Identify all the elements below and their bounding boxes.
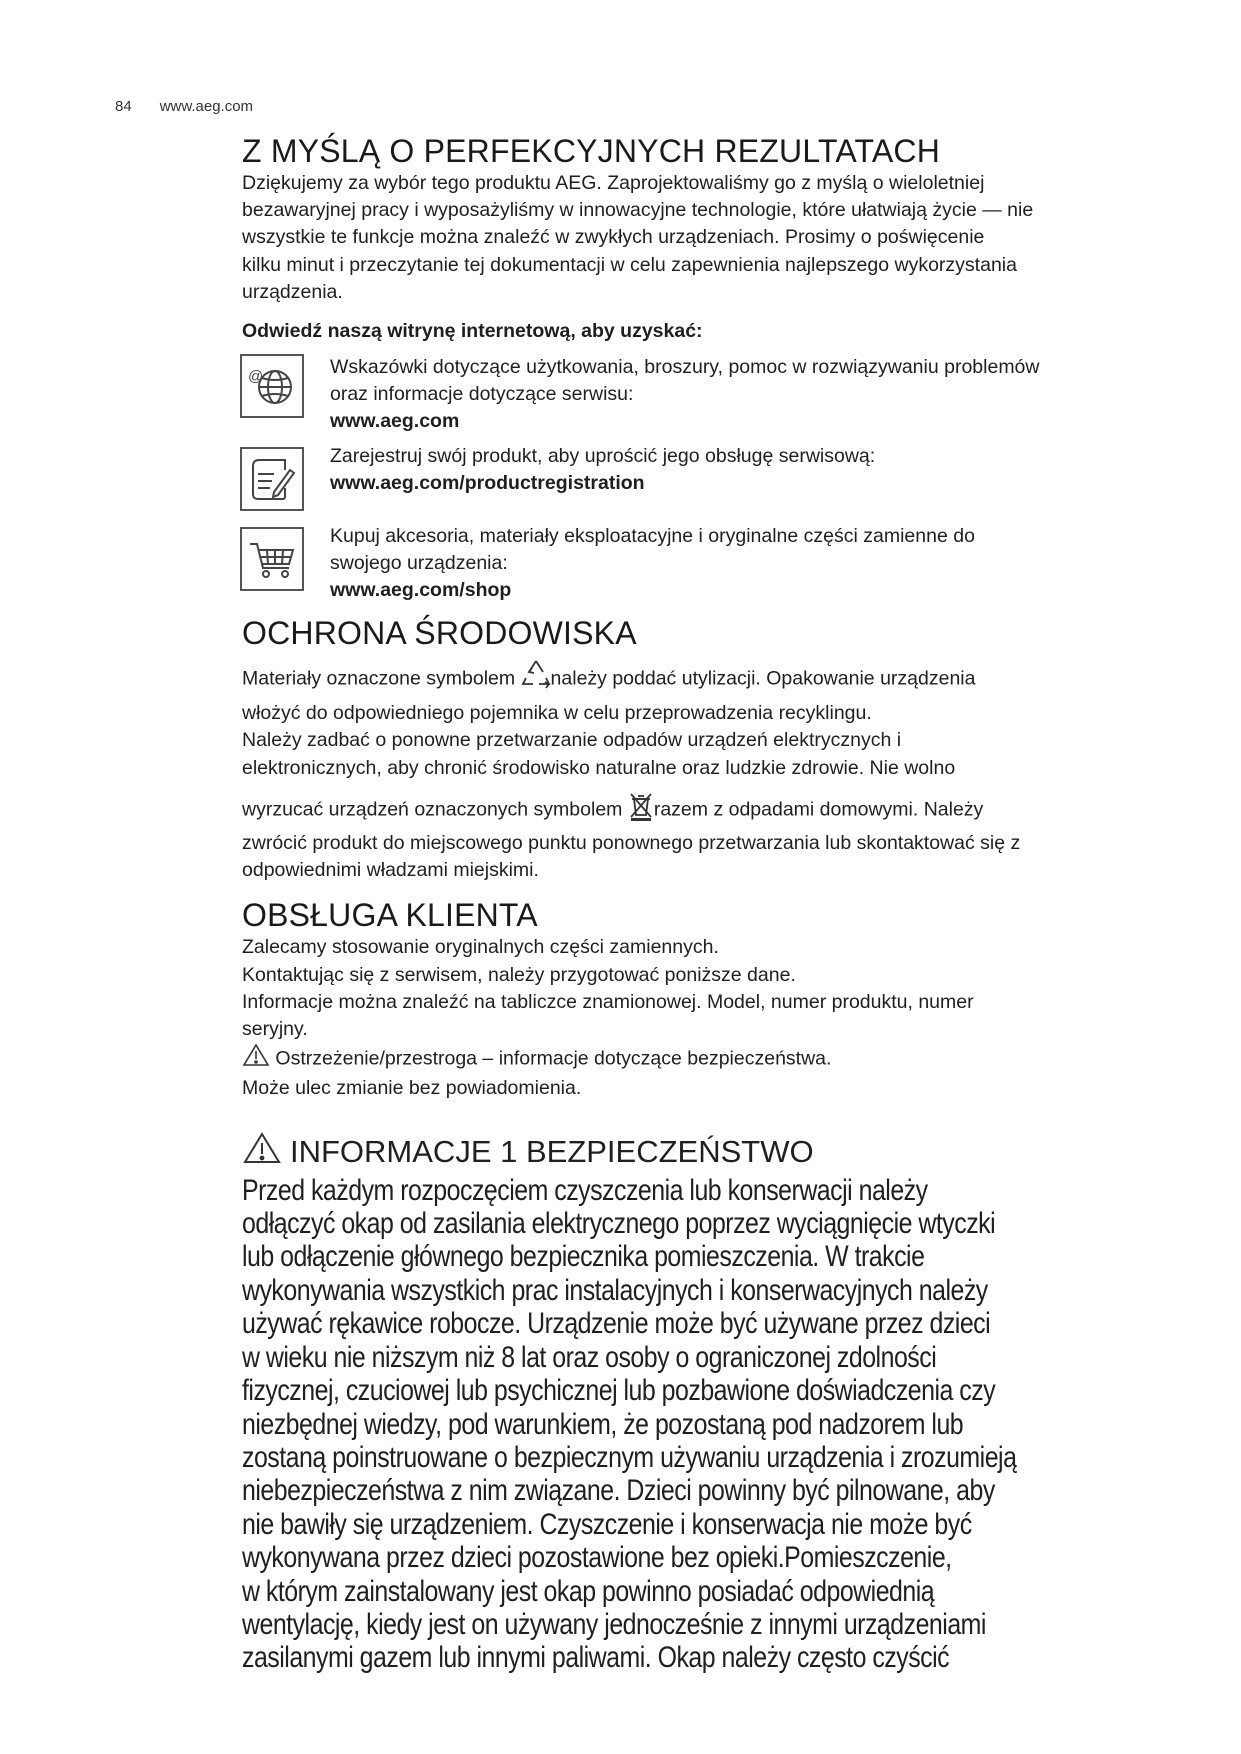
link-row-support	[242, 354, 1162, 435]
service-line: seryjny.	[242, 1018, 308, 1041]
globe-at-icon	[240, 354, 304, 418]
environment-text: należy poddać utylizacji. Opakowanie urządzenia	[550, 667, 976, 690]
environment-line	[242, 790, 1162, 830]
safety-line: Przed każdym rozpoczęciem czyszczenia lub konserwacji należy	[242, 1173, 928, 1207]
warning-icon	[242, 1131, 282, 1174]
link-description: oraz informacje dotyczące serwisu:	[330, 383, 634, 406]
safety-line: wykonywania wszystkich prac instalacyjnych i konserwacyjnych należy	[242, 1273, 988, 1307]
intro-paragraph	[242, 170, 1162, 306]
service-line: Może ulec zmianie bez powiadomienia.	[242, 1077, 582, 1100]
environment-line: elektronicznych, aby chronić środowisko naturalne oraz ludzkie zdrowie. Nie wolno	[242, 756, 956, 779]
link-description: Wskazówki dotyczące użytkowania, broszury, pomoc w rozwiązywaniu problemów	[330, 356, 1040, 379]
environment-line: zwrócić produkt do miejscowego punktu ponownego przetwarzania lub skontaktować się z	[242, 832, 1021, 855]
warning-text: Ostrzeżenie/przestroga – informacje dotyczące bezpieczeństwa.	[275, 1047, 832, 1070]
safety-line: w wieku nie niższym niż 8 lat oraz osoby o ograniczonej zdolności	[242, 1340, 937, 1374]
link-text-shop	[330, 523, 975, 604]
safety-paragraph	[242, 1174, 1163, 1675]
link-row-registration	[242, 443, 1162, 511]
visit-heading: Odwiedź naszą witrynę internetową, aby uzyskać:	[242, 320, 703, 343]
environment-line: odpowiednimi władzami miejskimi.	[242, 859, 539, 882]
safety-line: fizycznej, czuciowej lub psychicznej lub pozbawione doświadczenia czy	[242, 1374, 996, 1408]
environment-text: wyrzucać urządzeń oznaczonych symbolem	[242, 798, 628, 821]
safety-line: zasilanymi gazem lub innymi paliwami. Okap należy często czyścić	[242, 1641, 950, 1675]
intro-line: Dziękujemy za wybór tego produktu AEG. Zaprojektowaliśmy go z myślą o wieloletniej	[242, 172, 985, 194]
shop-link[interactable]: www.aeg.com/shop	[330, 579, 512, 602]
safety-line: nie bawiły się urządzeniem. Czyszczenie i konserwacja nie może być	[242, 1507, 972, 1541]
safety-line: odłączyć okap od zasilania elektrycznego poprzez wyciągnięcie wtyczki	[242, 1207, 996, 1241]
safety-line: niezbędnej wiedzy, pod warunkiem, że pozostaną pod nadzorem lub	[242, 1407, 964, 1441]
registration-link[interactable]: www.aeg.com/productregistration	[330, 472, 645, 495]
recycle-icon	[521, 658, 551, 700]
safety-line: wykonywana przez dzieci pozostawione bez opieki.Pomieszczenie,	[242, 1541, 952, 1575]
link-row-shop	[242, 523, 1162, 604]
service-line: Informacje można znaleźć na tabliczce znamionowej. Model, numer produktu, numer	[242, 990, 974, 1013]
support-link[interactable]: www.aeg.com	[330, 410, 460, 433]
safety-title: INFORMACJE 1 BEZPIECZEŃSTWO	[290, 1134, 814, 1170]
header-site-url: www.aeg.com	[159, 98, 254, 115]
safety-line: używać rękawice robocze. Urządzenie może być używane przez dzieci	[242, 1307, 991, 1341]
warning-icon	[242, 1043, 270, 1075]
safety-title-row	[242, 1131, 1162, 1174]
intro-line: urządzenia.	[242, 280, 343, 303]
registration-form-icon	[240, 447, 304, 511]
svg-text:@: @	[248, 368, 264, 386]
intro-line: kilku minut i przeczytanie tej dokumentacji w celu zapewnienia najlepszego wykorzystania	[242, 253, 1017, 276]
environment-text: razem z odpadami domowymi. Należy	[653, 798, 984, 821]
service-line: Kontaktując się z serwisem, należy przygotować poniższe dane.	[242, 963, 796, 986]
environment-title: OCHRONA ŚRODOWISKA	[242, 615, 637, 652]
page-number: 84	[115, 98, 132, 115]
service-warning-line	[242, 1043, 1162, 1075]
environment-line: włożyć do odpowiedniego pojemnika w celu przeprowadzenia recyklingu.	[242, 702, 872, 725]
link-description: swojego urządzenia:	[330, 552, 508, 575]
page-header	[115, 98, 253, 115]
shopping-cart-icon	[240, 527, 304, 591]
service-line: Zalecamy stosowanie oryginalnych części zamiennych.	[242, 936, 719, 959]
intro-title: Z MYŚLĄ O PERFEKCYJNYCH REZULTATACH	[242, 133, 941, 169]
intro-line: wszystkie te funkcje można znaleźć w zwykłych urządzeniach. Prosimy o poświęcenie	[242, 226, 985, 249]
safety-line: w którym zainstalowany jest okap powinno posiadać odpowiednią	[242, 1574, 935, 1608]
safety-line: lub odłączenie głównego bezpiecznika pomieszczenia. W trakcie	[242, 1240, 925, 1274]
safety-line: zostaną poinstruowane o bezpiecznym używaniu urządzenia i zrozumieją	[242, 1440, 1017, 1474]
safety-line: wentylację, kiedy jest on używany jednocześnie z innymi urządzeniami	[242, 1607, 986, 1641]
environment-text: Materiały oznaczone symbolem	[242, 667, 521, 690]
environment-line	[242, 658, 1162, 700]
link-description: Kupuj akcesoria, materiały eksploatacyjne i oryginalne części zamienne do	[330, 525, 975, 548]
safety-line: niebezpieczeństwa z nim związane. Dzieci powinny być pilnowane, aby	[242, 1474, 995, 1508]
page-content	[242, 132, 1162, 1675]
crossed-bin-icon	[628, 790, 654, 830]
service-paragraph	[242, 934, 1162, 1102]
link-text-registration	[330, 443, 875, 497]
link-text-support	[330, 354, 1039, 435]
link-description: Zarejestruj swój produkt, aby uprościć jego obsługę serwisową:	[330, 445, 876, 468]
intro-line: bezawaryjnej pracy i wyposażyliśmy w innowacyjne technologie, które ułatwiają życie — nie	[242, 199, 1034, 222]
environment-paragraph	[242, 658, 1162, 884]
service-title: OBSŁUGA KLIENTA	[242, 897, 538, 934]
environment-line: Należy zadbać o ponowne przetwarzanie odpadów urządzeń elektrycznych i	[242, 729, 902, 752]
